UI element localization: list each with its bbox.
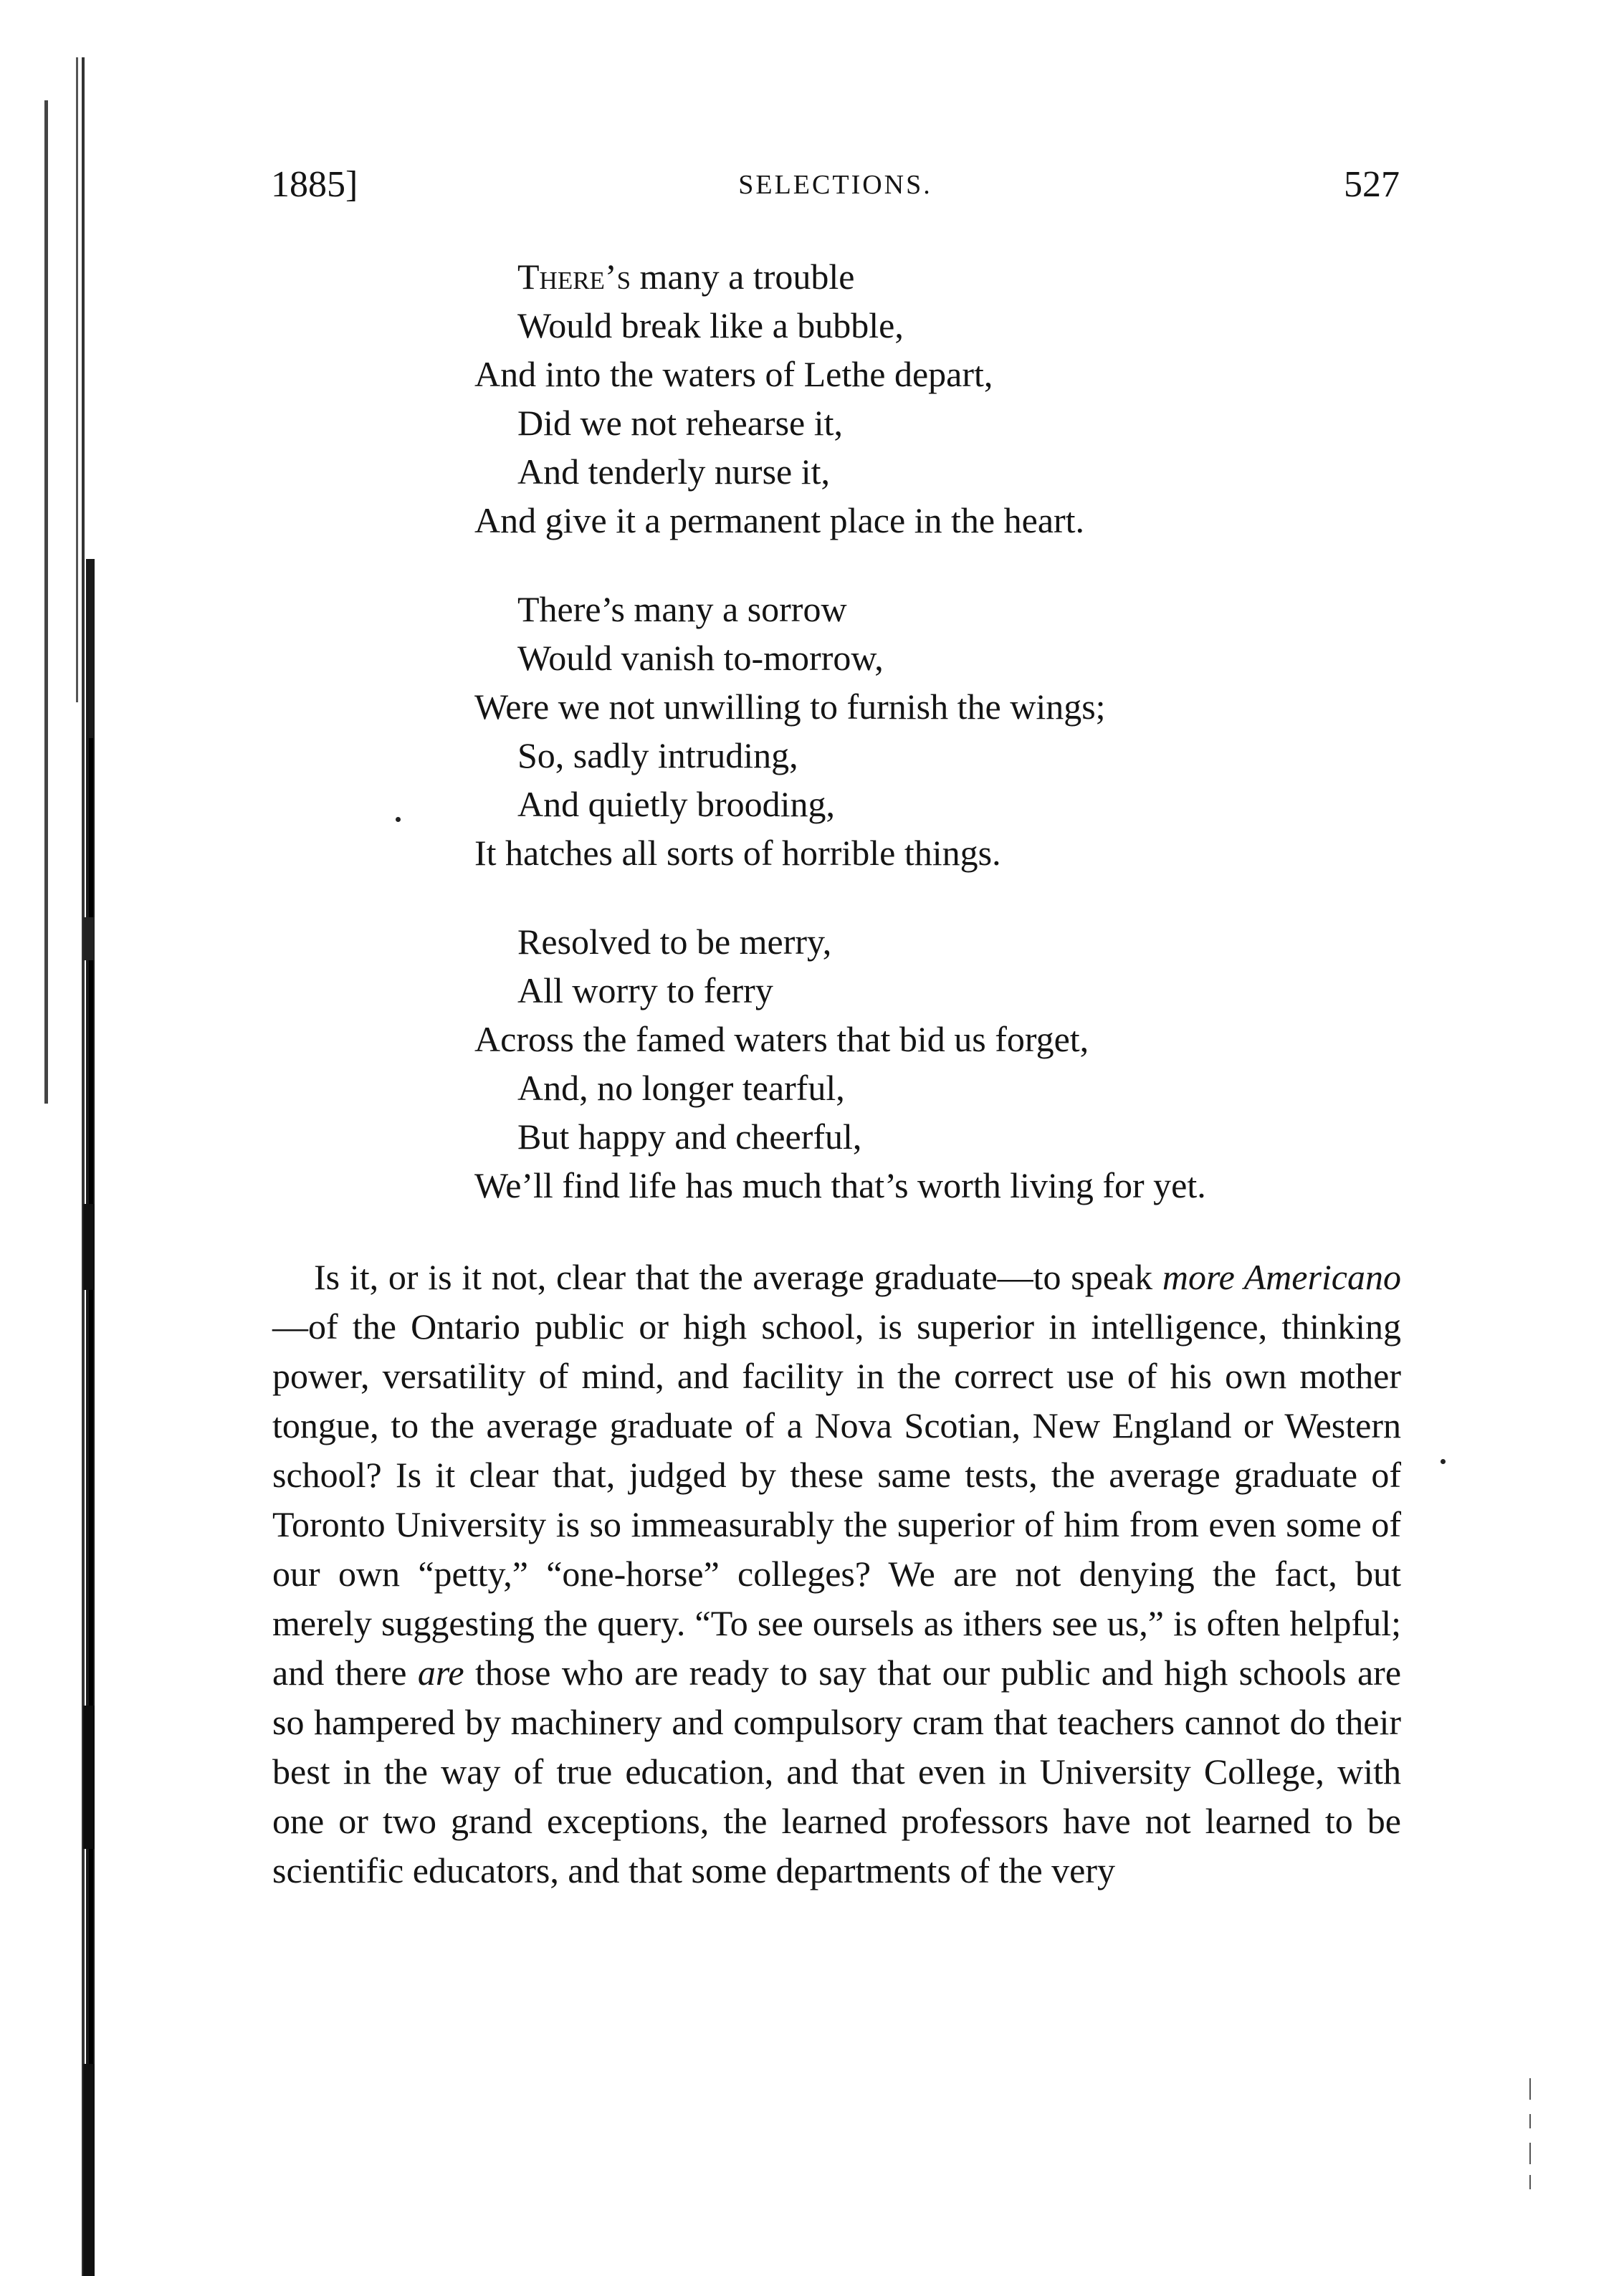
poem-line: There’s many a trouble: [517, 257, 855, 297]
header-title: SELECTIONS.: [738, 170, 932, 200]
poem-line: Resolved to be merry,: [517, 922, 832, 962]
poem-stanza-3: [474, 917, 1406, 1210]
poem-stanza-1: [474, 252, 1406, 545]
poem-line: Across the famed waters that bid us forget,: [474, 1019, 1089, 1059]
poem-stanza-2: [474, 585, 1406, 877]
page-number: 527: [1344, 164, 1400, 205]
poem-line: Would vanish to-morrow,: [517, 638, 884, 678]
poem-line: And quietly brooding,: [517, 784, 836, 824]
italic-emphasis: are: [417, 1653, 464, 1693]
stray-ink-dot: [396, 817, 401, 822]
poem-line: And, no longer tearful,: [517, 1068, 845, 1108]
poem-first-word: There’s: [517, 257, 631, 297]
prose-paragraph: Is it, or is it not, clear that the average graduate—to speak more Americano—of the Ontario public or high school, is superior in intelligence, thinking power, versatility of mind, and facility in the correct use of his own mother tongue, to the average graduate of a Nova Scotian, New England or Western school? Is it clear that, judged by these same tests, the average graduate of Toronto University is so immeasurably the superior of him from even some of our own “petty,” “one-horse” colleges? We are not denying the fact, but merely suggesting the query. “To see oursels as ithers see us,” is often helpful; and there are those who are ready to say that our public and high schools are so hampered by machinery and compulsory cram that teachers cannot do their best in the way of true education, and that even in University College, with one or two grand exceptions, the learned professors have not learned to be scientific educators, and that some departments of the very: [272, 1257, 1402, 1890]
poem-line: We’ll find life has much that’s worth living for yet.: [474, 1165, 1206, 1205]
header-year: 1885]: [271, 164, 358, 205]
poem-line: All worry to ferry: [517, 970, 773, 1010]
italic-phrase: more Americano: [1162, 1257, 1401, 1297]
poem-line: And tenderly nurse it,: [517, 451, 831, 492]
poem-line: It hatches all sorts of horrible things.: [474, 833, 1001, 873]
poem-line: So, sadly intruding,: [517, 735, 798, 775]
poem-line: And into the waters of Lethe depart,: [474, 354, 993, 394]
poem: [474, 252, 1406, 1250]
running-header: [271, 163, 1400, 214]
poem-line: Were we not unwilling to furnish the wings;: [474, 687, 1106, 727]
margin-marks: [1528, 2078, 1532, 2193]
poem-line: Would break like a bubble,: [517, 305, 904, 345]
poem-line: Did we not rehearse it,: [517, 403, 844, 443]
poem-line: And give it a permanent place in the heart.: [474, 500, 1085, 540]
stray-ink-dot: [1441, 1459, 1446, 1464]
poem-line: There’s many a sorrow: [517, 589, 847, 629]
page-binding-edge: [44, 57, 95, 2276]
poem-line: But happy and cheerful,: [517, 1117, 862, 1157]
